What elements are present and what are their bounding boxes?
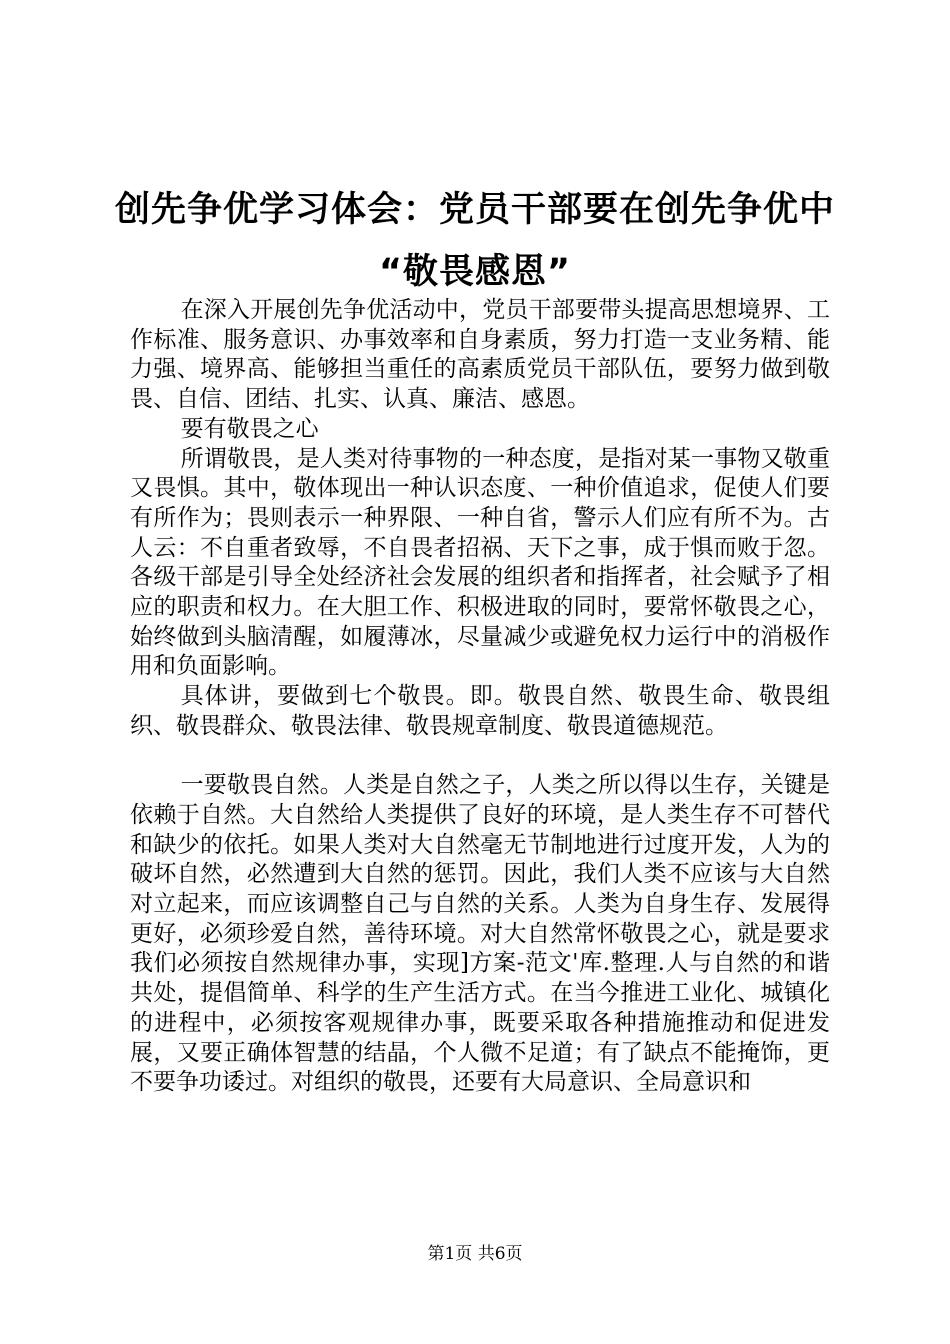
paragraph-intro: 在深入开展创先争优活动中，党员干部要带头提高思想境界、工作标准、服务意识、办事效率和自身素质，努力打造一支业务精、能力强、境界高、能够担当重任的高素质党员干部队伍，要努力做到敬畏、自信、团结、扎实、认真、廉洁、感恩。 <box>130 297 830 413</box>
paragraph-seven-reverences: 具体讲，要做到七个敬畏。即。敬畏自然、敬畏生命、敬畏组织、敬畏群众、敬畏法律、敬畏规章制度、敬畏道德规范。 <box>130 683 830 739</box>
document-title-line-2: “敬畏感恩” <box>378 252 571 292</box>
page-number-footer: 第1页 共6页 <box>427 1244 523 1264</box>
paragraph-revere-nature: 一要敬畏自然。人类是自然之子，人类之所以得以生存，关键是依赖于自然。大自然给人类提供了良好的环境，是人类生存不可替代和缺少的依托。如果人类对大自然毫无节制地进行过度开发，人为的破坏自然，必然遭到大自然的惩罚。因此，我们人类不应该与大自然对立起来，而应该调整自己与自然的关系。人类为自身生存、发展得更好，必须珍爱自然，善待环境。对大自然常怀敬畏之心，就是要求我们必须按自然规律办事，实现]方案-范文'库.整理.人与自然的和谐共处，提倡简单、科学的生产生活方式。在当今推进工业化、城镇化的进程中，必须按客观规律办事，既要采取各种措施推动和促进发展，又要正确体智慧的结晶，个人微不足道；有了缺点不能掩饰，更不要争功诿过。对组织的敬畏，还要有大局意识、全局意识和 <box>130 772 830 1096</box>
document-title-line-1: 创先争优学习体会：党员干部要在创先争优中 <box>114 190 835 230</box>
document-body <box>130 296 830 1098</box>
paragraph-definition: 所谓敬畏，是人类对待事物的一种态度，是指对某一事物又敬重又畏惧。其中，敬体现出一种认识态度、一种价值追求，促使人们要有所作为；畏则表示一种界限、一种自省，警示人们应有所不为。古人云：不自重者致辱，不自畏者招祸、天下之事，成于惧而败于忽。各级干部是引导全处经济社会发展的组织者和指挥者，社会赋予了相应的职责和权力。在大胆工作、积极进取的同时，要常怀敬畏之心，始终做到头脑清醒，如履薄冰，尽量减少或避免权力运行中的消极作用和负面影响。 <box>130 445 830 680</box>
section-heading: 要有敬畏之心 <box>180 415 319 442</box>
